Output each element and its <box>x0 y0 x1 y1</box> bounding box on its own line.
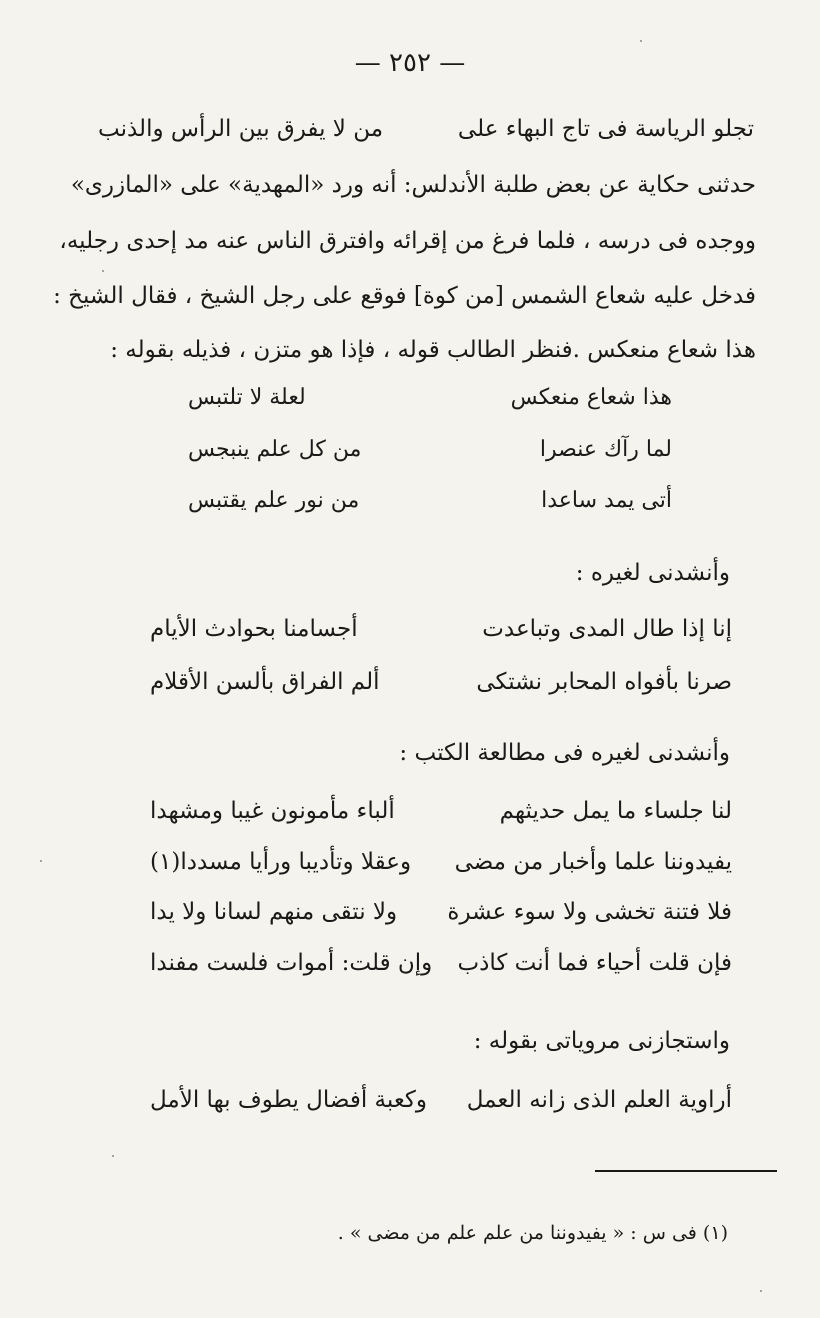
poem-3-right-hemistich: يفيدوننا علما وأخبار من مضى <box>454 849 732 875</box>
poem-4-right-hemistich: أراوية العلم الذى زانه العمل <box>466 1087 732 1113</box>
poem-3-left-hemistich: وعقلا وتأديبا ورأيا مسددا(١) <box>150 849 412 875</box>
poem-3-left-hemistich: ألباء مأمونون غيبا ومشهدا <box>150 798 395 824</box>
footnote-divider <box>595 1170 777 1172</box>
poem-3-right-hemistich: فإن قلت أحياء فما أنت كاذب <box>457 950 732 976</box>
prose-line: حدثنى حكاية عن بعض طلبة الأندلس: أنه ورد «المهدية» على «المازرى» <box>70 172 756 198</box>
section-heading: واستجازنى مروياتى بقوله : <box>473 1028 730 1054</box>
scan-speck <box>40 860 42 862</box>
poem-3-left-hemistich: وإن قلت: أموات فلست مفندا <box>150 950 433 976</box>
poem-1-right-hemistich: هذا شعاع منعكس <box>510 385 672 410</box>
poem-3-right-hemistich: فلا فتنة تخشى ولا سوء عشرة <box>447 899 732 925</box>
footnote: (١) فى س : « يفيدوننا من علم علم من مضى » . <box>337 1222 728 1244</box>
verse-hemistich-right: تجلو الرياسة فى تاج البهاء على <box>457 116 754 142</box>
poem-2-right-hemistich: صرنا بأفواه المحابر نشتكى <box>476 669 732 695</box>
scan-speck <box>112 1155 114 1157</box>
scan-speck <box>760 1290 762 1292</box>
poem-2-left-hemistich: أجسامنا بحوادث الأيام <box>150 616 358 642</box>
scan-speck <box>640 40 642 42</box>
prose-line: هذا شعاع منعكس .فنظر الطالب قوله ، فإذا هو متزن ، فذيله بقوله : <box>110 337 756 363</box>
prose-line: ووجده فى درسه ، فلما فرغ من إقرائه وافترق الناس عنه مد إحدى رجليه، <box>59 228 756 254</box>
poem-3-right-hemistich: لنا جلساء ما يمل حديثهم <box>499 798 732 824</box>
poem-1-left-hemistich: لعلة لا تلتبس <box>188 385 306 410</box>
section-heading: وأنشدنى لغيره فى مطالعة الكتب : <box>399 740 730 766</box>
section-heading: وأنشدنى لغيره : <box>575 560 730 586</box>
poem-1-left-hemistich: من نور علم يقتبس <box>188 488 360 513</box>
verse-hemistich-left: من لا يفرق بين الرأس والذنب <box>98 116 384 142</box>
scan-speck <box>102 270 104 272</box>
poem-2-left-hemistich: ألم الفراق بألسن الأقلام <box>150 669 380 695</box>
poem-4-left-hemistich: وكعبة أفضال يطوف بها الأمل <box>150 1087 427 1113</box>
poem-1-right-hemistich: لما رآك عنصرا <box>539 437 672 462</box>
prose-line: فدخل عليه شعاع الشمس [من كوة] فوقع على رجل الشيخ ، فقال الشيخ : <box>53 283 756 309</box>
poem-1-right-hemistich: أتى يمد ساعدا <box>541 488 672 513</box>
poem-3-left-hemistich: ولا نتقى منهم لسانا ولا يدا <box>150 899 398 925</box>
poem-2-right-hemistich: إنا إذا طال المدى وتباعدت <box>482 616 732 642</box>
page-number: — ٢٥٢ — <box>354 48 466 78</box>
poem-1-left-hemistich: من كل علم ينبجس <box>188 437 362 462</box>
